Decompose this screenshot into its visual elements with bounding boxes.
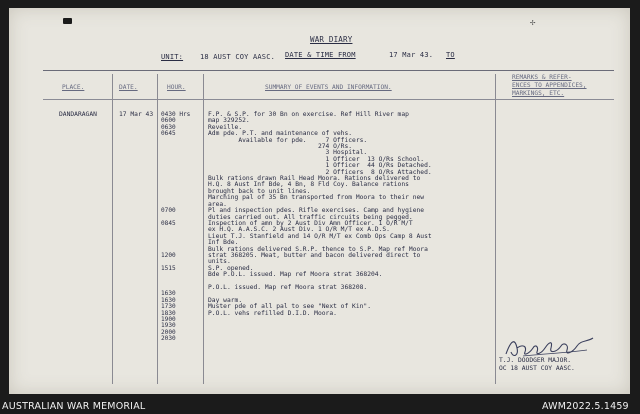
column-divider bbox=[203, 74, 204, 384]
diary-page bbox=[9, 8, 630, 394]
date-time-value: 17 Mar 43. bbox=[389, 51, 434, 59]
header-rule-top bbox=[43, 70, 614, 71]
column-header-date: DATE. bbox=[119, 84, 138, 91]
column-header-summary: SUMMARY OF EVENTS AND INFORMATION. bbox=[265, 84, 392, 91]
column-header-place: PLACE. bbox=[62, 84, 85, 91]
unit-value: 18 AUST COY AASC. bbox=[200, 53, 276, 61]
header-rule-bottom bbox=[43, 99, 614, 100]
date-time-label: DATE & TIME FROM bbox=[285, 51, 356, 59]
column-header-hour: HOUR. bbox=[167, 84, 186, 91]
entry-date: 17 Mar 43 bbox=[119, 111, 154, 118]
column-header-remarks: REMARKS & REFER- ENCES TO APPENDICES, MARKINGS, ETC. bbox=[512, 74, 587, 97]
entry-times: 0430 Hrs 0600 0630 0645 0700 0845 1200 1515 1630 1630 1730 1830 1900 1930 2000 2030 bbox=[161, 111, 191, 343]
footer-archive-name: AUSTRALIAN WAR MEMORIAL bbox=[2, 401, 146, 412]
diary-title: WAR DIARY bbox=[310, 35, 353, 44]
entry-summary: F.P. & S.P. for 30 Bn on exercise. Ref Hill River map map 329252. Reveille. Adm pde. P.T. and maintenance of vehs. Available for pde. 7 Officers. 274 O/Rs. 3 Hospital. 1 Officer 13 O/Rs School. 1 Officer 44 O/Rs Detached. 2 Officers 8 O/Rs Attached. Bulk rations drawn Rail Head Moora. Rations delivered to H.Q. 8 Aust Inf Bde, 4 Bn, 8 Fld Coy. Balance rations brought back to unit lines. Marching pal of 35 Bn transported from Moora to their new area. Pl and inspection pdes. Rifle exercises. Camp and hygiene duties carried out. All traffic circuits being pegged. Inspection of amn by 2 Aust Div Amn Officer. 1 O/R M/T ex H.Q. A.A.S.C. 2 Aust Div. 1 O/R M/T ex A.D.S. Lieut T.J. Stanfield and 14 O/R M/T ex Comb Ops Camp 8 Aust Inf Bde. Bulk rations delivered S.R.P. thence to S.P. Map ref Moora strat 368205. Meat, butter and bacon delivered direct to units. S.P. opened. Bde P.O.L. issued. Map ref Moora strat 368204. P.O.L. issued. Map ref Moora strat 368208. Day warm. Muster pde of all pal to see "Next of Kin". P.O.L. vehs refilled D.I.D. Moora. bbox=[208, 111, 432, 317]
footer-catalogue-id: AWM2022.5.1459 bbox=[542, 401, 629, 412]
column-divider bbox=[157, 74, 158, 384]
to-label: TO bbox=[446, 51, 455, 59]
signature-name: T.J. DOODGER MAJOR. bbox=[499, 357, 572, 364]
cross-mark-icon: ✢ bbox=[530, 18, 536, 28]
entry-place: DANDARAGAN bbox=[59, 111, 97, 118]
column-divider bbox=[495, 74, 496, 384]
column-divider bbox=[112, 74, 113, 384]
punch-hole-left bbox=[63, 18, 72, 24]
unit-label: UNIT: bbox=[161, 53, 184, 61]
signature-unit: OC 18 AUST COY AASC. bbox=[499, 365, 575, 372]
